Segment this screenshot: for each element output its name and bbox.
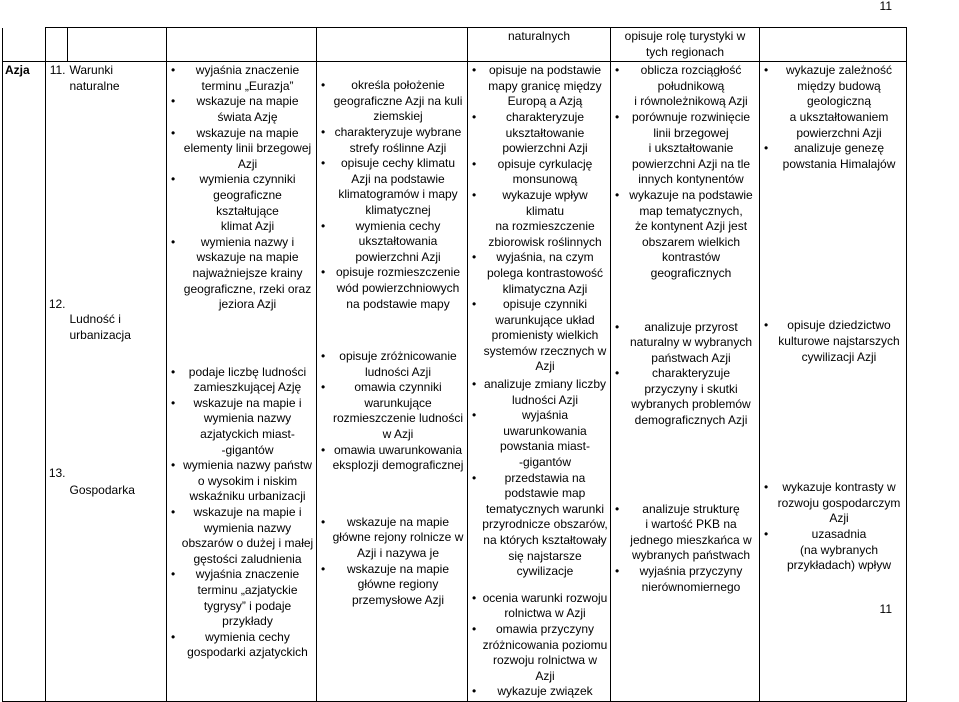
- list-item: że kontynent Azji jest: [634, 219, 748, 234]
- page-number-top: 11: [879, 0, 892, 13]
- list-item: ludności Azji: [511, 392, 579, 407]
- list-item: elementy linii brzegowej: [183, 141, 312, 156]
- list-item: • wykazuje związek: [470, 684, 608, 700]
- list-item: geograficzne, rzeki oraz: [183, 281, 312, 296]
- list-item: -gigantów: [518, 455, 572, 470]
- list-item: cywilizacji Azji: [801, 349, 877, 364]
- list-item: i wartość PKB na: [645, 517, 737, 532]
- list-item: kontrastów: [661, 250, 721, 265]
- list-item: Azji: [237, 156, 258, 171]
- list-item: wód powierzchniowych: [336, 280, 460, 295]
- list-item: • opisuje cechy klimatu: [319, 156, 465, 172]
- list-item: rozwoju gospodarczym: [777, 495, 901, 510]
- list-item: (na wybranych: [799, 542, 879, 557]
- list-item: • wykazuje wpływ klimatu: [470, 188, 608, 219]
- list-item: polega kontrastowość: [486, 265, 604, 280]
- list-item: obszarów o dużej i małej: [181, 536, 314, 551]
- list-item: podstawie map: [504, 486, 586, 501]
- list-item: • ocenia warunki rozwoju: [470, 591, 608, 607]
- list-item: przyrodnicze obszarów,: [482, 517, 608, 532]
- list-item: • wymienia cechy: [169, 630, 314, 646]
- list-item: powierzchni Azji na tle: [631, 156, 751, 171]
- list-item: wskaźniku urbanizacji: [189, 489, 306, 504]
- list-item: • wskazuje na mapie: [169, 126, 314, 142]
- list-item: zróżnicowania poziomu: [482, 637, 608, 652]
- list-item: gęstości zaludnienia: [193, 551, 302, 566]
- list-item: rozwoju rolnictwa w Azji: [492, 653, 598, 683]
- list-item: wymienia nazwy: [203, 520, 292, 535]
- list-item: przemysłowe Azji: [351, 592, 445, 607]
- list-item: monsunową: [512, 172, 578, 187]
- list-item: obszarem wielkich: [641, 234, 741, 249]
- list-item: kulturowe najstarszych: [778, 333, 900, 348]
- carry-over-col5: naturalnych: [468, 28, 611, 62]
- list-item: się najstarsze cywilizacje: [508, 548, 582, 579]
- list-item: gospodarki azjatyckich: [187, 645, 308, 660]
- list-item: powierzchni Azji: [355, 249, 441, 264]
- list-item: azjatyckich miast-: [200, 427, 295, 442]
- list-col-extended-13: [319, 515, 465, 609]
- list-item: geologiczną: [806, 94, 872, 109]
- list-item: • wykazuje na podstawie: [613, 188, 757, 204]
- list-item: • wykazuje zależność: [762, 63, 904, 79]
- list-item: główne regiony: [357, 577, 439, 592]
- list-col-basic-11: [169, 63, 314, 313]
- list-item: i ukształtowanie: [648, 141, 734, 156]
- list-item: terminu „Eurazja”: [201, 78, 294, 93]
- list-col-extended-11: [319, 78, 465, 312]
- list-item: rolnictwa w Azji: [504, 606, 586, 621]
- list-item: warunkujące: [364, 395, 432, 410]
- list-item: • wskazuje na mapie i: [169, 505, 314, 521]
- list-item: Azji: [829, 511, 849, 526]
- list-item: • wymienia nazwy państw: [169, 458, 314, 474]
- list-col-excellent-12: [762, 318, 904, 365]
- list-item: • wymienia czynniki: [169, 172, 314, 188]
- list-item: zbiorowisk roślinnych: [488, 234, 602, 249]
- list-item: nierównomiernego: [641, 579, 741, 594]
- list-item: klimatyczna Azji: [502, 281, 588, 296]
- list-item: • omawia uwarunkowania: [319, 443, 465, 459]
- list-item: -gigantów: [221, 442, 274, 457]
- list-item: • wyjaśnia, na czym: [470, 250, 608, 266]
- list-item: powierzchni Azji: [796, 125, 882, 140]
- list-item: południkową: [657, 78, 725, 93]
- list-item: przyczyny i skutki: [644, 381, 738, 396]
- list-item: świata Azję: [217, 109, 278, 124]
- list-col-advanced-12: [470, 377, 608, 580]
- list-item: Azji na podstawie: [351, 171, 445, 186]
- list-item: powierzchni Azji: [502, 141, 588, 156]
- list-item: mapy granicę między: [488, 78, 602, 93]
- list-item: klimatycznej: [365, 202, 431, 217]
- list-item: w Azji: [382, 427, 414, 442]
- list-col-excellent-13: [762, 480, 904, 574]
- list-item: • analizuje strukturę: [613, 502, 757, 518]
- list-item: o wysokim i niskim: [197, 473, 298, 488]
- row-topic: Gospodarka: [69, 482, 135, 497]
- list-item: ludności Azji: [364, 364, 432, 379]
- list-item: • przedstawia na: [470, 471, 608, 487]
- row-number: 13.: [48, 466, 66, 481]
- list-item: • opisuje cyrkulację: [470, 157, 608, 173]
- list-item: na rozmieszczenie: [495, 219, 595, 234]
- list-item: klimatogramów i mapy: [338, 187, 458, 202]
- list-item: • podaje liczbę ludności: [169, 365, 314, 381]
- list-item: • wymienia cechy: [319, 219, 465, 235]
- list-item: powstania miast-: [499, 439, 591, 454]
- list-item: rozmieszczenie ludności: [332, 411, 464, 426]
- list-item: • wskazuje na mapie: [319, 515, 465, 531]
- list-item: geograficzne Azji na kuli: [333, 93, 463, 108]
- list-item: • wskazuje na mapie i: [169, 396, 314, 412]
- list-item: • opisuje na podstawie: [470, 63, 608, 79]
- list-item: państwach Azji: [651, 350, 731, 365]
- list-item: • wymienia nazwy i: [169, 235, 314, 251]
- list-item: • analizuje zmiany liczby: [470, 377, 608, 393]
- list-item: przykładach) wpływ: [786, 558, 892, 573]
- list-item: na których kształtowały: [483, 533, 607, 547]
- list-item: strefy roślinne Azji: [349, 140, 447, 155]
- list-item: • określa położenie: [319, 78, 465, 94]
- page-number-bottom: 11: [879, 602, 892, 616]
- list-item: wybranych państwach: [631, 548, 751, 563]
- list-col-complete-11: [613, 63, 757, 281]
- list-item: • opisuje czynniki: [470, 297, 608, 313]
- list-item: Azji: [535, 359, 555, 374]
- list-item: • omawia czynniki: [319, 380, 465, 396]
- list-item: ziemskiej: [373, 109, 423, 124]
- row-topic: Ludność i urbanizacja: [69, 312, 131, 342]
- list-item: wymienia nazwy: [203, 411, 292, 426]
- list-item: tematycznych warunki: [485, 501, 605, 516]
- list-item: • opisuje dziedzictwo: [762, 318, 904, 334]
- list-item: przykłady: [222, 614, 273, 629]
- list-item: • charakteryzuje: [470, 110, 608, 126]
- carry-over-col6: opisuje rolę turystyki w tych regionach: [611, 28, 760, 62]
- list-item: promienisty wielkich: [491, 328, 599, 343]
- row-topic: Warunki naturalne: [69, 63, 120, 93]
- list-item: • wyjaśnia znaczenie: [169, 63, 314, 79]
- list-item: • wykazuje kontrasty w: [762, 480, 904, 496]
- list-item: między budową: [797, 78, 881, 93]
- list-item: • wskazuje na mapie: [169, 94, 314, 110]
- list-item: jednego mieszkańca w: [630, 532, 752, 547]
- list-item: innych kontynentów: [638, 172, 744, 187]
- section-label: Azja: [3, 62, 46, 702]
- list-item: systemów rzecznych w: [483, 343, 607, 358]
- list-item: zamieszkującej Azję: [193, 380, 302, 395]
- list-item: klimat Azji: [220, 219, 275, 234]
- carry-over-row: [3, 28, 907, 62]
- list-item: Azji i nazywa je: [356, 546, 440, 561]
- row-number: 12.: [48, 296, 66, 311]
- row-number: 11.: [49, 63, 66, 78]
- list-col-basic-12: [169, 365, 314, 568]
- list-col-advanced-13: [470, 591, 608, 700]
- list-item: Europą a Azją: [507, 94, 583, 109]
- list-item: • wskazuje na mapie: [319, 562, 465, 578]
- list-col-basic-13: [169, 567, 314, 661]
- list-item: • porównuje rozwinięcie: [613, 110, 757, 126]
- list-item: wybranych problemów: [631, 397, 751, 412]
- list-item: • opisuje zróżnicowanie: [319, 349, 465, 365]
- list-item: terminu „azjatyckie: [197, 583, 298, 597]
- list-item: • analizuje genezę: [762, 141, 904, 157]
- list-item: linii brzegowej: [653, 125, 729, 140]
- list-item: tygrysy” i podaje: [203, 598, 292, 613]
- list-item: demograficznych Azji: [634, 413, 748, 428]
- list-col-complete-12: [613, 320, 757, 429]
- list-item: • oblicza rozciągłość: [613, 63, 757, 79]
- list-item: ukształtowania: [358, 234, 438, 249]
- list-item: • omawia przyczyny: [470, 622, 608, 638]
- list-item: • charakteryzuje wybrane: [319, 125, 465, 141]
- list-item: wskazuje na mapie: [196, 250, 299, 265]
- list-item: geograficznych: [650, 265, 732, 280]
- list-item: ukształtowanie: [505, 125, 585, 140]
- list-item: eksplozji demograficznej: [332, 458, 464, 473]
- list-item: • wyjaśnia przyczyny: [613, 564, 757, 580]
- list-item: geograficzne kształtujące: [213, 187, 282, 218]
- list-item: • opisuje rozmieszczenie: [319, 265, 465, 281]
- list-item: główne rejony rolnicze w: [332, 530, 464, 545]
- list-item: • charakteryzuje: [613, 366, 757, 382]
- list-item: • uzasadnia: [762, 527, 904, 543]
- list-item: naturalny w wybranych: [629, 335, 753, 350]
- list-col-complete-13: [613, 502, 757, 596]
- list-col-advanced-11: [470, 63, 608, 375]
- list-col-excellent-11: [762, 63, 904, 172]
- list-item: i równoleżnikową Azji: [634, 94, 748, 109]
- list-item: najważniejsze krainy: [192, 265, 303, 280]
- list-item: • analizuje przyrost: [613, 320, 757, 336]
- list-item: na podstawie mapy: [346, 296, 450, 311]
- list-item: powstania Himalajów: [782, 156, 896, 171]
- list-item: map tematycznych,: [639, 203, 743, 218]
- list-item: • wyjaśnia uwarunkowania: [470, 408, 608, 439]
- list-item: • wyjaśnia znaczenie: [169, 567, 314, 583]
- list-item: a ukształtowaniem: [789, 109, 889, 124]
- list-item: warunkujące układ: [495, 312, 595, 327]
- list-item: jeziora Azji: [218, 297, 277, 312]
- curriculum-table: [2, 27, 907, 702]
- list-col-extended-12: [319, 349, 465, 474]
